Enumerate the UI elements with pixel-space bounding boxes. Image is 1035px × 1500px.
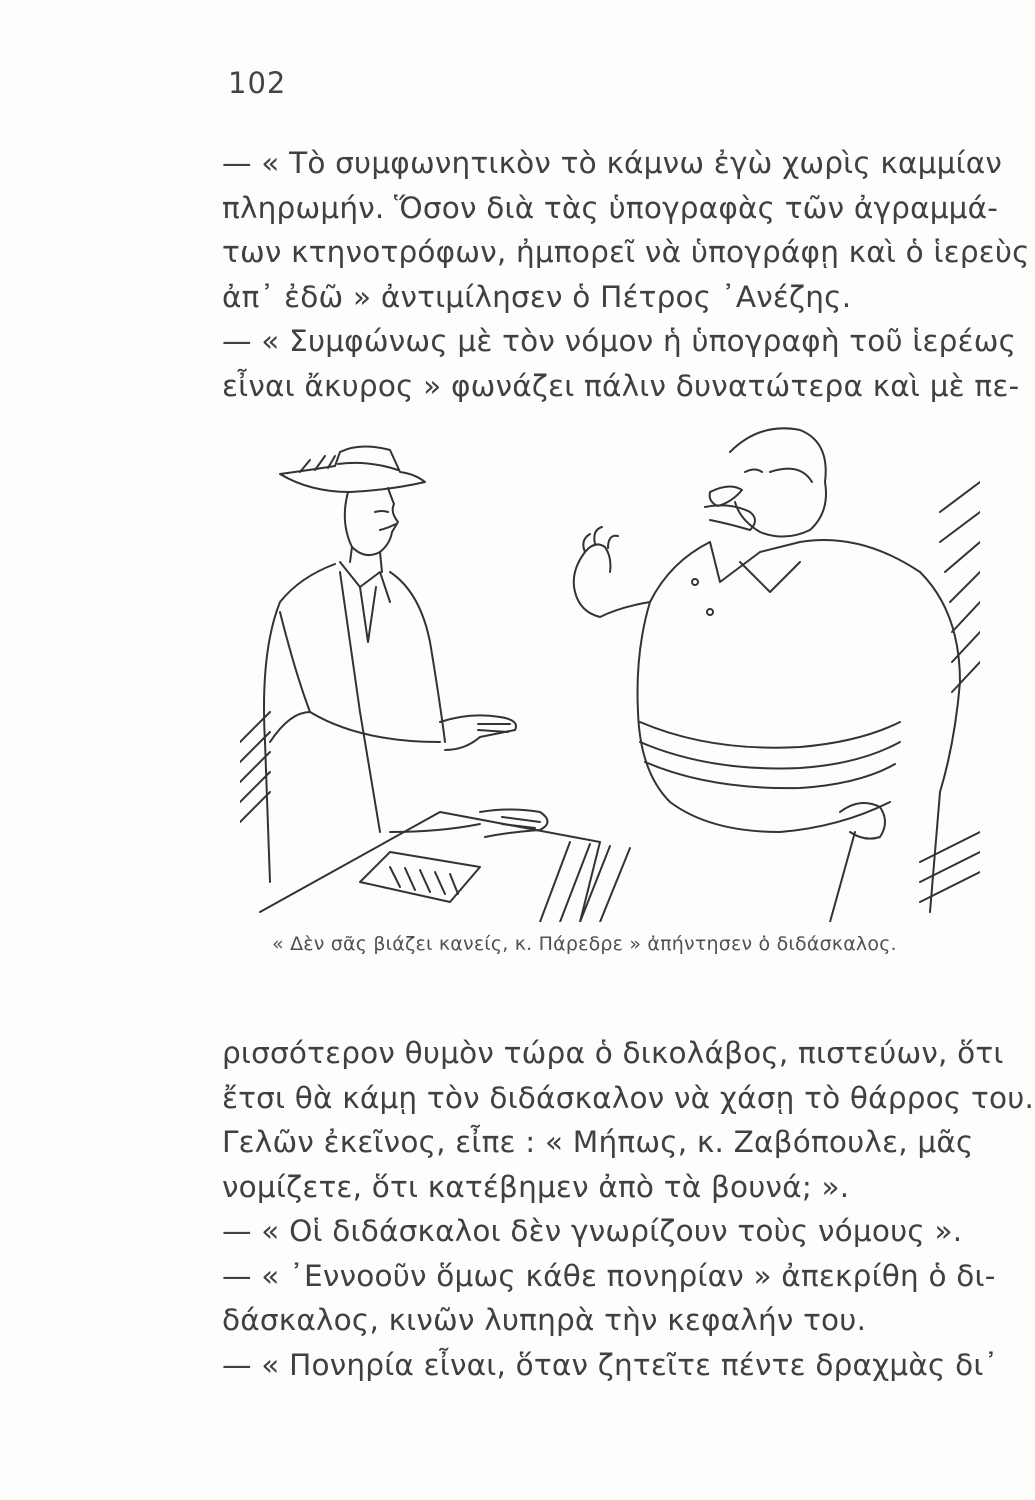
text-line: δάσκαλος, κινῶν λυπηρὰ τὴν κεφαλήν του. [222, 1303, 867, 1337]
text-line: Γελῶν ἐκεῖνος, εἶπε : « Μήπως, κ. Ζαβόπουλε, μᾶς [222, 1125, 974, 1159]
text-line: εἶναι ἄκυρος » φωνάζει πάλιν δυνατώτερα καὶ μὲ πε- [222, 368, 1020, 403]
text-line: των κτηνοτρόφων, ἠμπορεῖ νὰ ὑπογράφῃ καὶ ὁ ἱερεὺς [222, 235, 1030, 269]
illustration-caption: « Δὲν σᾶς βιάζει κανείς, κ. Πάρεδρε » ἀπήντησεν ὁ διδάσκαλος. [272, 933, 897, 955]
stout-man-figure [574, 428, 980, 922]
text-line: — « ᾽Εννοοῦν ὅμως κάθε πονηρίαν » ἀπεκρίθη ὁ δι- [222, 1258, 996, 1293]
text-block-bottom [222, 1031, 1035, 1387]
text-line: ρισσότερον θυμὸν τώρα ὁ δικολάβος, πιστεύων, ὅτι [222, 1036, 1004, 1070]
text-line: ἔτσι θὰ κάμῃ τὸν διδάσκαλον νὰ χάσῃ τὸ θάρρος του. [222, 1080, 1035, 1115]
text-block-top [222, 141, 1030, 408]
man-in-hat-figure [240, 446, 548, 882]
text-line: πληρωμήν. Ὅσον διὰ τὰς ὑπογραφὰς τῶν ἀγραμμά- [222, 190, 999, 225]
page-number: 102 [228, 66, 287, 100]
illustration-teacher-and-lawyer [240, 412, 980, 922]
text-line: ἀπ᾽ ἐδῶ » ἀντιμίλησεν ὁ Πέτρος ᾽Ανέζης. [222, 279, 852, 314]
text-line: — « Τὸ συμφωνητικὸν τὸ κάμνω ἐγὼ χωρὶς καμμίαν [222, 146, 1003, 180]
text-line: — « Πονηρία εἶναι, ὅταν ζητεῖτε πέντε δραχμὰς δι᾽ [222, 1347, 999, 1382]
text-line: — « Οἱ διδάσκαλοι δὲν γνωρίζουν τοὺς νόμους ». [222, 1214, 963, 1248]
text-line: νομίζετε, ὅτι κατέβημεν ἀπὸ τὰ βουνά; ». [222, 1169, 850, 1204]
text-line: — « Συμφώνως μὲ τὸν νόμον ἡ ὑπογραφὴ τοῦ ἱερέως [222, 324, 1017, 358]
